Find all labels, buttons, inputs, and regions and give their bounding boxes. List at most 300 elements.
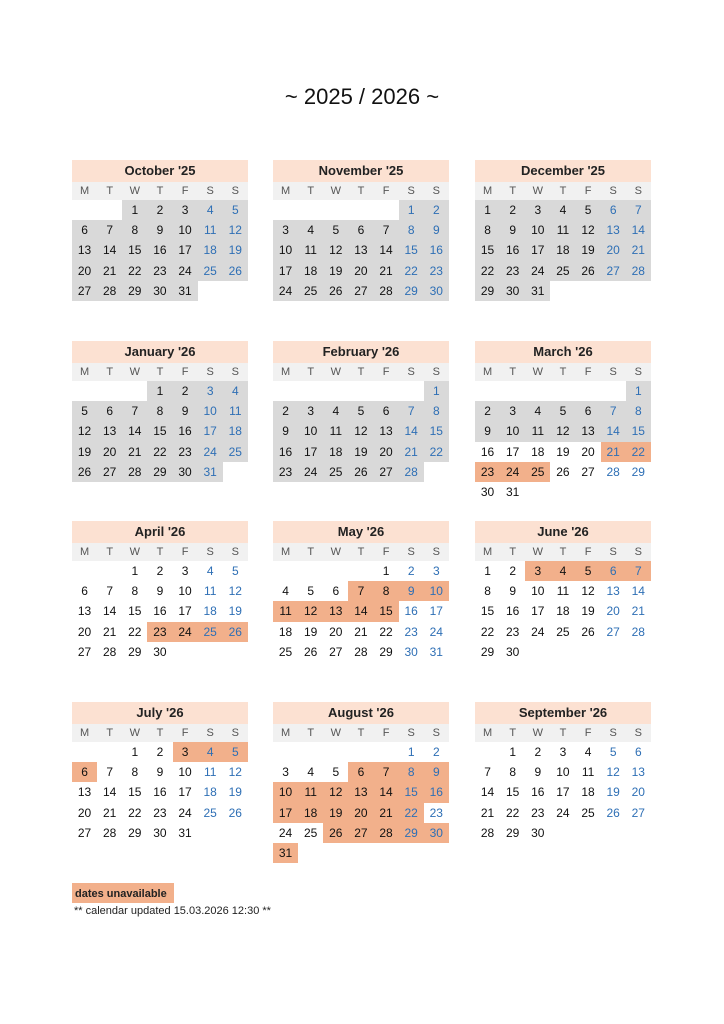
day-cell[interactable]: 5 [550,401,575,421]
day-cell[interactable]: 3 [198,381,223,401]
day-cell[interactable]: 27 [97,462,122,482]
day-cell[interactable]: 20 [97,442,122,462]
day-cell[interactable]: 3 [181,564,189,578]
day-cell[interactable]: 24 [298,462,323,482]
day-cell[interactable]: 15 [399,240,424,260]
day-cell[interactable]: 15 [424,421,449,441]
day-cell[interactable]: 2 [173,381,198,401]
day-cell[interactable]: 26 [581,624,595,639]
day-cell[interactable]: 1 [626,381,651,401]
day-cell[interactable]: 13 [72,240,97,260]
day-cell[interactable]: 24 [198,442,223,462]
day-cell[interactable]: 9 [475,421,500,441]
day-cell[interactable]: 27 [631,805,645,820]
day-cell[interactable]: 6 [374,401,399,421]
day-cell[interactable]: 25 [278,644,293,659]
day-cell[interactable]: 11 [581,765,595,780]
day-cell[interactable]: 23 [147,261,172,281]
day-cell[interactable]: 1 [509,745,517,759]
day-cell[interactable]: 12 [581,584,595,599]
day-cell[interactable]: 19 [323,803,348,823]
day-cell[interactable]: 2 [147,200,172,220]
day-cell[interactable]: 2 [156,564,164,578]
day-cell[interactable]: 14 [103,785,117,800]
day-cell[interactable]: 4 [206,564,214,578]
day-cell[interactable]: 28 [103,825,117,840]
day-cell[interactable]: 1 [424,381,449,401]
day-cell[interactable]: 10 [531,584,545,599]
day-cell[interactable]: 1 [399,200,424,220]
day-cell[interactable]: 8 [399,220,424,240]
day-cell[interactable]: 31 [525,281,550,301]
day-cell[interactable]: 9 [273,421,298,441]
day-cell[interactable]: 6 [81,584,88,599]
day-cell[interactable]: 22 [399,803,424,823]
day-cell[interactable]: 21 [631,604,645,619]
day-cell[interactable]: 10 [556,765,570,780]
day-cell[interactable]: 28 [97,281,122,301]
day-cell[interactable]: 14 [122,421,147,441]
day-cell[interactable]: 31 [273,843,298,863]
day-cell[interactable]: 18 [556,604,570,619]
day-cell[interactable]: 27 [348,281,373,301]
day-cell[interactable]: 8 [475,220,500,240]
day-cell[interactable]: 10 [298,421,323,441]
day-cell[interactable]: 22 [128,805,142,820]
day-cell[interactable]: 7 [374,220,399,240]
day-cell[interactable]: 15 [374,601,399,621]
day-cell[interactable]: 13 [631,765,645,780]
day-cell[interactable]: 23 [429,805,443,820]
day-cell[interactable]: 8 [424,401,449,421]
day-cell[interactable]: 1 [484,564,491,578]
day-cell[interactable]: 19 [228,604,242,619]
day-cell[interactable]: 17 [556,785,570,800]
day-cell[interactable]: 18 [298,803,323,823]
day-cell[interactable]: 1 [131,564,139,578]
day-cell[interactable]: 3 [559,745,567,759]
day-cell[interactable]: 13 [576,421,601,441]
day-cell[interactable]: 17 [531,604,545,619]
day-cell[interactable]: 25 [550,261,575,281]
day-cell[interactable]: 9 [424,220,449,240]
day-cell[interactable]: 5 [307,584,315,599]
day-cell[interactable]: 17 [429,604,443,619]
day-cell[interactable]: 8 [484,584,491,599]
day-cell[interactable]: 27 [581,464,595,479]
day-cell[interactable]: 21 [399,442,424,462]
day-cell[interactable]: 14 [348,601,373,621]
day-cell[interactable]: 13 [77,604,92,619]
day-cell[interactable]: 30 [153,644,167,659]
day-cell[interactable]: 25 [525,462,550,482]
day-cell[interactable]: 13 [97,421,122,441]
day-cell[interactable]: 3 [173,742,198,762]
day-cell[interactable]: 31 [173,281,198,301]
day-cell[interactable]: 12 [606,765,620,780]
day-cell[interactable]: 1 [407,745,415,759]
day-cell[interactable]: 22 [399,261,424,281]
day-cell[interactable]: 24 [278,825,293,840]
day-cell[interactable]: 12 [298,601,323,621]
day-cell[interactable]: 6 [348,220,373,240]
day-cell[interactable]: 15 [480,604,495,619]
day-cell[interactable]: 30 [531,825,545,840]
day-cell[interactable]: 31 [429,644,443,659]
day-cell[interactable]: 2 [534,745,542,759]
day-cell[interactable]: 24 [173,261,198,281]
day-cell[interactable]: 8 [399,762,424,782]
day-cell[interactable]: 12 [228,584,242,599]
day-cell[interactable]: 15 [626,421,651,441]
day-cell[interactable]: 19 [581,604,595,619]
day-cell[interactable]: 17 [298,442,323,462]
day-cell[interactable]: 4 [550,561,575,581]
day-cell[interactable]: 3 [298,401,323,421]
day-cell[interactable]: 23 [273,462,298,482]
day-cell[interactable]: 23 [531,805,545,820]
day-cell[interactable]: 26 [304,644,318,659]
day-cell[interactable]: 4 [584,745,592,759]
day-cell[interactable]: 22 [379,624,393,639]
day-cell[interactable]: 19 [576,240,601,260]
day-cell[interactable]: 23 [153,805,167,820]
day-cell[interactable]: 20 [348,803,373,823]
day-cell[interactable]: 7 [97,220,122,240]
day-cell[interactable]: 4 [550,200,575,220]
day-cell[interactable]: 7 [122,401,147,421]
day-cell[interactable]: 27 [77,644,92,659]
day-cell[interactable]: 28 [354,644,368,659]
day-cell[interactable]: 7 [348,581,373,601]
day-cell[interactable]: 6 [576,401,601,421]
day-cell[interactable]: 4 [525,401,550,421]
day-cell[interactable]: 7 [399,401,424,421]
day-cell[interactable]: 8 [374,581,399,601]
day-cell[interactable]: 27 [77,825,92,840]
day-cell[interactable]: 22 [475,261,500,281]
day-cell[interactable]: 2 [407,564,415,578]
day-cell[interactable]: 14 [97,240,122,260]
day-cell[interactable]: 8 [131,765,139,780]
day-cell[interactable]: 14 [399,421,424,441]
day-cell[interactable]: 6 [332,584,340,599]
day-cell[interactable]: 28 [374,281,399,301]
day-cell[interactable]: 25 [198,622,223,642]
day-cell[interactable]: 1 [382,564,390,578]
day-cell[interactable]: 28 [399,462,424,482]
day-cell[interactable]: 29 [506,825,520,840]
day-cell[interactable]: 18 [298,261,323,281]
day-cell[interactable]: 13 [606,584,620,599]
day-cell[interactable]: 21 [626,240,651,260]
day-cell[interactable]: 3 [500,401,525,421]
day-cell[interactable]: 23 [506,624,520,639]
day-cell[interactable]: 20 [374,442,399,462]
day-cell[interactable]: 11 [203,765,217,780]
day-cell[interactable]: 25 [581,805,595,820]
day-cell[interactable]: 10 [500,421,525,441]
day-cell[interactable]: 18 [203,604,217,619]
day-cell[interactable]: 21 [122,442,147,462]
day-cell[interactable]: 15 [147,421,172,441]
day-cell[interactable]: 3 [432,564,440,578]
day-cell[interactable]: 19 [223,240,248,260]
day-cell[interactable]: 5 [576,561,601,581]
day-cell[interactable]: 10 [178,584,192,599]
day-cell[interactable]: 29 [128,644,142,659]
day-cell[interactable]: 16 [531,785,545,800]
day-cell[interactable]: 12 [223,220,248,240]
day-cell[interactable]: 11 [525,421,550,441]
day-cell[interactable]: 15 [122,240,147,260]
day-cell[interactable]: 17 [178,604,192,619]
day-cell[interactable]: 30 [147,281,172,301]
day-cell[interactable]: 15 [128,604,142,619]
day-cell[interactable]: 19 [228,785,242,800]
day-cell[interactable]: 10 [273,240,298,260]
day-cell[interactable]: 20 [631,785,645,800]
day-cell[interactable]: 11 [203,584,217,599]
day-cell[interactable]: 21 [354,624,368,639]
day-cell[interactable]: 1 [131,745,139,759]
day-cell[interactable]: 20 [606,604,620,619]
day-cell[interactable]: 24 [525,261,550,281]
day-cell[interactable]: 6 [97,401,122,421]
day-cell[interactable]: 29 [399,823,424,843]
day-cell[interactable]: 23 [404,624,418,639]
day-cell[interactable]: 24 [556,805,570,820]
day-cell[interactable]: 7 [601,401,626,421]
day-cell[interactable]: 11 [223,401,248,421]
day-cell[interactable]: 31 [178,825,192,840]
day-cell[interactable]: 22 [626,442,651,462]
day-cell[interactable]: 20 [601,240,626,260]
day-cell[interactable]: 18 [531,444,545,459]
day-cell[interactable]: 20 [77,805,92,820]
day-cell[interactable]: 2 [509,564,517,578]
day-cell[interactable]: 21 [480,805,495,820]
day-cell[interactable]: 5 [348,401,373,421]
day-cell[interactable]: 9 [534,765,542,780]
day-cell[interactable]: 15 [399,782,424,802]
day-cell[interactable]: 10 [424,581,449,601]
day-cell[interactable]: 12 [550,421,575,441]
day-cell[interactable]: 21 [374,803,399,823]
day-cell[interactable]: 5 [576,200,601,220]
day-cell[interactable]: 12 [576,220,601,240]
day-cell[interactable]: 27 [348,823,373,843]
day-cell[interactable]: 3 [273,220,298,240]
day-cell[interactable]: 18 [198,240,223,260]
day-cell[interactable]: 18 [223,421,248,441]
day-cell[interactable]: 28 [606,464,620,479]
day-cell[interactable]: 26 [323,823,348,843]
day-cell[interactable]: 7 [106,584,114,599]
day-cell[interactable]: 16 [404,604,418,619]
day-cell[interactable]: 4 [323,401,348,421]
day-cell[interactable]: 4 [198,742,223,762]
day-cell[interactable]: 2 [424,200,449,220]
day-cell[interactable]: 6 [348,762,373,782]
day-cell[interactable]: 17 [525,240,550,260]
day-cell[interactable]: 18 [581,785,595,800]
day-cell[interactable]: 15 [475,240,500,260]
day-cell[interactable]: 26 [556,464,570,479]
day-cell[interactable]: 26 [348,462,373,482]
day-cell[interactable]: 8 [147,401,172,421]
day-cell[interactable]: 12 [228,765,242,780]
day-cell[interactable]: 2 [156,745,164,759]
day-cell[interactable]: 24 [429,624,443,639]
day-cell[interactable]: 16 [153,785,167,800]
day-cell[interactable]: 19 [72,442,97,462]
day-cell[interactable]: 14 [374,782,399,802]
day-cell[interactable]: 31 [198,462,223,482]
day-cell[interactable]: 30 [480,484,495,499]
day-cell[interactable]: 10 [525,220,550,240]
day-cell[interactable]: 22 [122,261,147,281]
day-cell[interactable]: 5 [332,765,340,780]
day-cell[interactable]: 24 [178,805,192,820]
day-cell[interactable]: 6 [72,220,97,240]
day-cell[interactable]: 7 [626,561,651,581]
day-cell[interactable]: 23 [147,622,172,642]
day-cell[interactable]: 21 [97,261,122,281]
day-cell[interactable]: 29 [399,281,424,301]
day-cell[interactable]: 21 [374,261,399,281]
day-cell[interactable]: 27 [601,261,626,281]
day-cell[interactable]: 3 [525,200,550,220]
day-cell[interactable]: 27 [374,462,399,482]
day-cell[interactable]: 5 [223,742,248,762]
day-cell[interactable]: 7 [106,765,114,780]
day-cell[interactable]: 24 [173,622,198,642]
day-cell[interactable]: 25 [223,442,248,462]
day-cell[interactable]: 14 [631,584,645,599]
day-cell[interactable]: 1 [475,200,500,220]
day-cell[interactable]: 9 [147,220,172,240]
day-cell[interactable]: 10 [198,401,223,421]
day-cell[interactable]: 29 [475,281,500,301]
day-cell[interactable]: 28 [103,644,117,659]
day-cell[interactable]: 17 [273,261,298,281]
day-cell[interactable]: 11 [323,421,348,441]
day-cell[interactable]: 20 [72,261,97,281]
day-cell[interactable]: 19 [304,624,318,639]
day-cell[interactable]: 28 [480,825,495,840]
day-cell[interactable]: 2 [432,745,440,759]
day-cell[interactable]: 29 [128,825,142,840]
day-cell[interactable]: 30 [506,644,520,659]
day-cell[interactable]: 16 [424,782,449,802]
day-cell[interactable]: 8 [131,584,139,599]
day-cell[interactable]: 1 [122,200,147,220]
day-cell[interactable]: 28 [122,462,147,482]
day-cell[interactable]: 21 [103,805,117,820]
day-cell[interactable]: 16 [153,604,167,619]
day-cell[interactable]: 23 [173,442,198,462]
day-cell[interactable]: 29 [631,464,645,479]
day-cell[interactable]: 23 [500,261,525,281]
day-cell[interactable]: 26 [323,281,348,301]
day-cell[interactable]: 30 [173,462,198,482]
day-cell[interactable]: 22 [506,805,520,820]
day-cell[interactable]: 23 [424,261,449,281]
day-cell[interactable]: 11 [556,584,570,599]
day-cell[interactable]: 6 [601,561,626,581]
day-cell[interactable]: 5 [223,200,248,220]
day-cell[interactable]: 5 [609,745,617,759]
day-cell[interactable]: 25 [203,805,217,820]
day-cell[interactable]: 18 [278,624,293,639]
day-cell[interactable]: 25 [298,281,323,301]
day-cell[interactable]: 17 [178,785,192,800]
day-cell[interactable]: 8 [626,401,651,421]
day-cell[interactable]: 26 [606,805,620,820]
day-cell[interactable]: 9 [156,584,164,599]
day-cell[interactable]: 5 [323,220,348,240]
day-cell[interactable]: 25 [323,462,348,482]
day-cell[interactable]: 21 [103,624,117,639]
day-cell[interactable]: 4 [223,381,248,401]
day-cell[interactable]: 20 [329,624,343,639]
day-cell[interactable]: 22 [424,442,449,462]
day-cell[interactable]: 25 [304,825,318,840]
day-cell[interactable]: 20 [77,624,92,639]
day-cell[interactable]: 7 [374,762,399,782]
day-cell[interactable]: 14 [103,604,117,619]
day-cell[interactable]: 19 [606,785,620,800]
day-cell[interactable]: 12 [72,421,97,441]
day-cell[interactable]: 13 [374,421,399,441]
day-cell[interactable]: 13 [323,601,348,621]
day-cell[interactable]: 13 [77,785,92,800]
day-cell[interactable]: 30 [404,644,418,659]
day-cell[interactable]: 8 [122,220,147,240]
day-cell[interactable]: 17 [273,803,298,823]
day-cell[interactable]: 27 [606,624,620,639]
day-cell[interactable]: 20 [348,261,373,281]
day-cell[interactable]: 11 [273,601,298,621]
day-cell[interactable]: 10 [173,220,198,240]
day-cell[interactable]: 12 [323,782,348,802]
day-cell[interactable]: 7 [484,765,491,780]
day-cell[interactable]: 13 [348,240,373,260]
day-cell[interactable]: 26 [223,622,248,642]
day-cell[interactable]: 16 [173,421,198,441]
day-cell[interactable]: 10 [178,765,192,780]
day-cell[interactable]: 22 [128,624,142,639]
day-cell[interactable]: 7 [626,200,651,220]
day-cell[interactable]: 26 [72,462,97,482]
day-cell[interactable]: 2 [500,200,525,220]
day-cell[interactable]: 5 [72,401,97,421]
day-cell[interactable]: 28 [631,624,645,639]
day-cell[interactable]: 28 [374,823,399,843]
day-cell[interactable]: 22 [147,442,172,462]
day-cell[interactable]: 6 [634,745,642,759]
day-cell[interactable]: 28 [626,261,651,281]
day-cell[interactable]: 5 [231,564,239,578]
day-cell[interactable]: 29 [122,281,147,301]
day-cell[interactable]: 27 [72,281,97,301]
day-cell[interactable]: 11 [298,782,323,802]
day-cell[interactable]: 14 [374,240,399,260]
day-cell[interactable]: 9 [500,220,525,240]
day-cell[interactable]: 1 [147,381,172,401]
day-cell[interactable]: 18 [550,240,575,260]
